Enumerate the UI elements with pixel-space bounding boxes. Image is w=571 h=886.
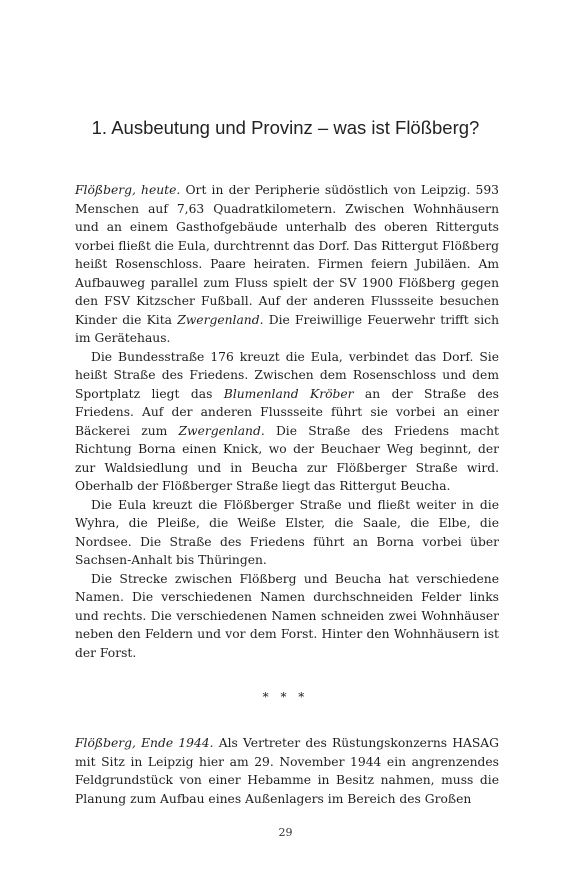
- text-run: . Die Straße des Friedens macht Richtung Borna einen Knick, wo der Beuchaer Weg beginnt, der zur Waldsiedlung und in Beucha zur Flößberger Straße wird. Oberhalb der Flößberger Straße liegt das Rittergut Beucha.: [75, 423, 499, 493]
- text-run: an der Straße des Friedens. Auf der anderen Flussseite führt sie vorbei an einer Bäckerei zum: [75, 386, 499, 438]
- section-divider: * * *: [262, 690, 309, 704]
- italic-phrase: Zwergenland: [177, 312, 260, 327]
- paragraph: [75, 181, 499, 348]
- italic-phrase: Flößberg, Ende 1944.: [75, 736, 214, 750]
- text-run: Ort in der Peripherie südöstlich von Leipzig. 593 Menschen auf 7,63 Quadratkilometern. Zwischen Wohnhäusern und an einem Gasthofgebäude unterhalb des oberen Ritterguts vorbei fließt die Eula, durchtrennt das Dorf. Das Rittergut Flößberg heißt Rosenschloss. Paare heiraten. Firmen feiern Jubiläen. Am Aufbauweg parallel zum Fluss spielt der SV 1900 Flößberg gegen den FSV Kitzscher Fußball. Auf der anderen Flussseite besuchen Kinder die Kita: [75, 183, 499, 327]
- section-ende-1944: [75, 734, 499, 808]
- italic-phrase: Flößberg, heute.: [75, 183, 181, 197]
- paragraph: [75, 734, 499, 808]
- italic-phrase: Zwergenland: [178, 423, 261, 438]
- text-run: Die Bundesstraße 176 kreuzt die Eula, verbindet das Dorf. Sie heißt Straße des Friedens. Zwischen dem Rosenschloss und dem Sportplatz liegt das: [75, 349, 499, 401]
- paragraph: [75, 348, 499, 496]
- text-run: Als Vertreter des Rüstungskonzerns HASAG mit Sitz in Leipzig hier am 29. November 1944 ein angrenzendes Feldgrundstück von einer Hebamme in Besitz nahmen, muss die Planung zum Aufbau eines Außenlagers im Bereich des Großen: [75, 736, 499, 806]
- paragraph: Die Strecke zwischen Flößberg und Beucha hat verschiedene Namen. Die verschiedenen Namen durchschneiden Felder links und rechts. Die verschiedenen Namen schneiden zwei Wohnhäuser neben den Feldern und vor dem Forst. Hinter den Wohnhäusern ist der Forst.: [75, 571, 499, 660]
- italic-phrase: Blumenland Kröber: [223, 386, 354, 401]
- chapter-title: 1. Ausbeutung und Provinz – was ist Flößberg?: [91, 117, 480, 138]
- section-heute: [75, 181, 499, 662]
- page-number: 29: [278, 826, 293, 839]
- text-run: . Die Freiwillige Feuerwehr trifft sich im Gerätehaus.: [75, 312, 499, 345]
- paragraph: Die Eula kreuzt die Flößberger Straße und fließt weiter in die Wyhra, die Pleiße, die Weiße Elster, die Saale, die Elbe, die Nordsee. Die Straße des Friedens führt an Borna vorbei über Sachsen-Anhalt bis Thüringen.: [75, 497, 499, 567]
